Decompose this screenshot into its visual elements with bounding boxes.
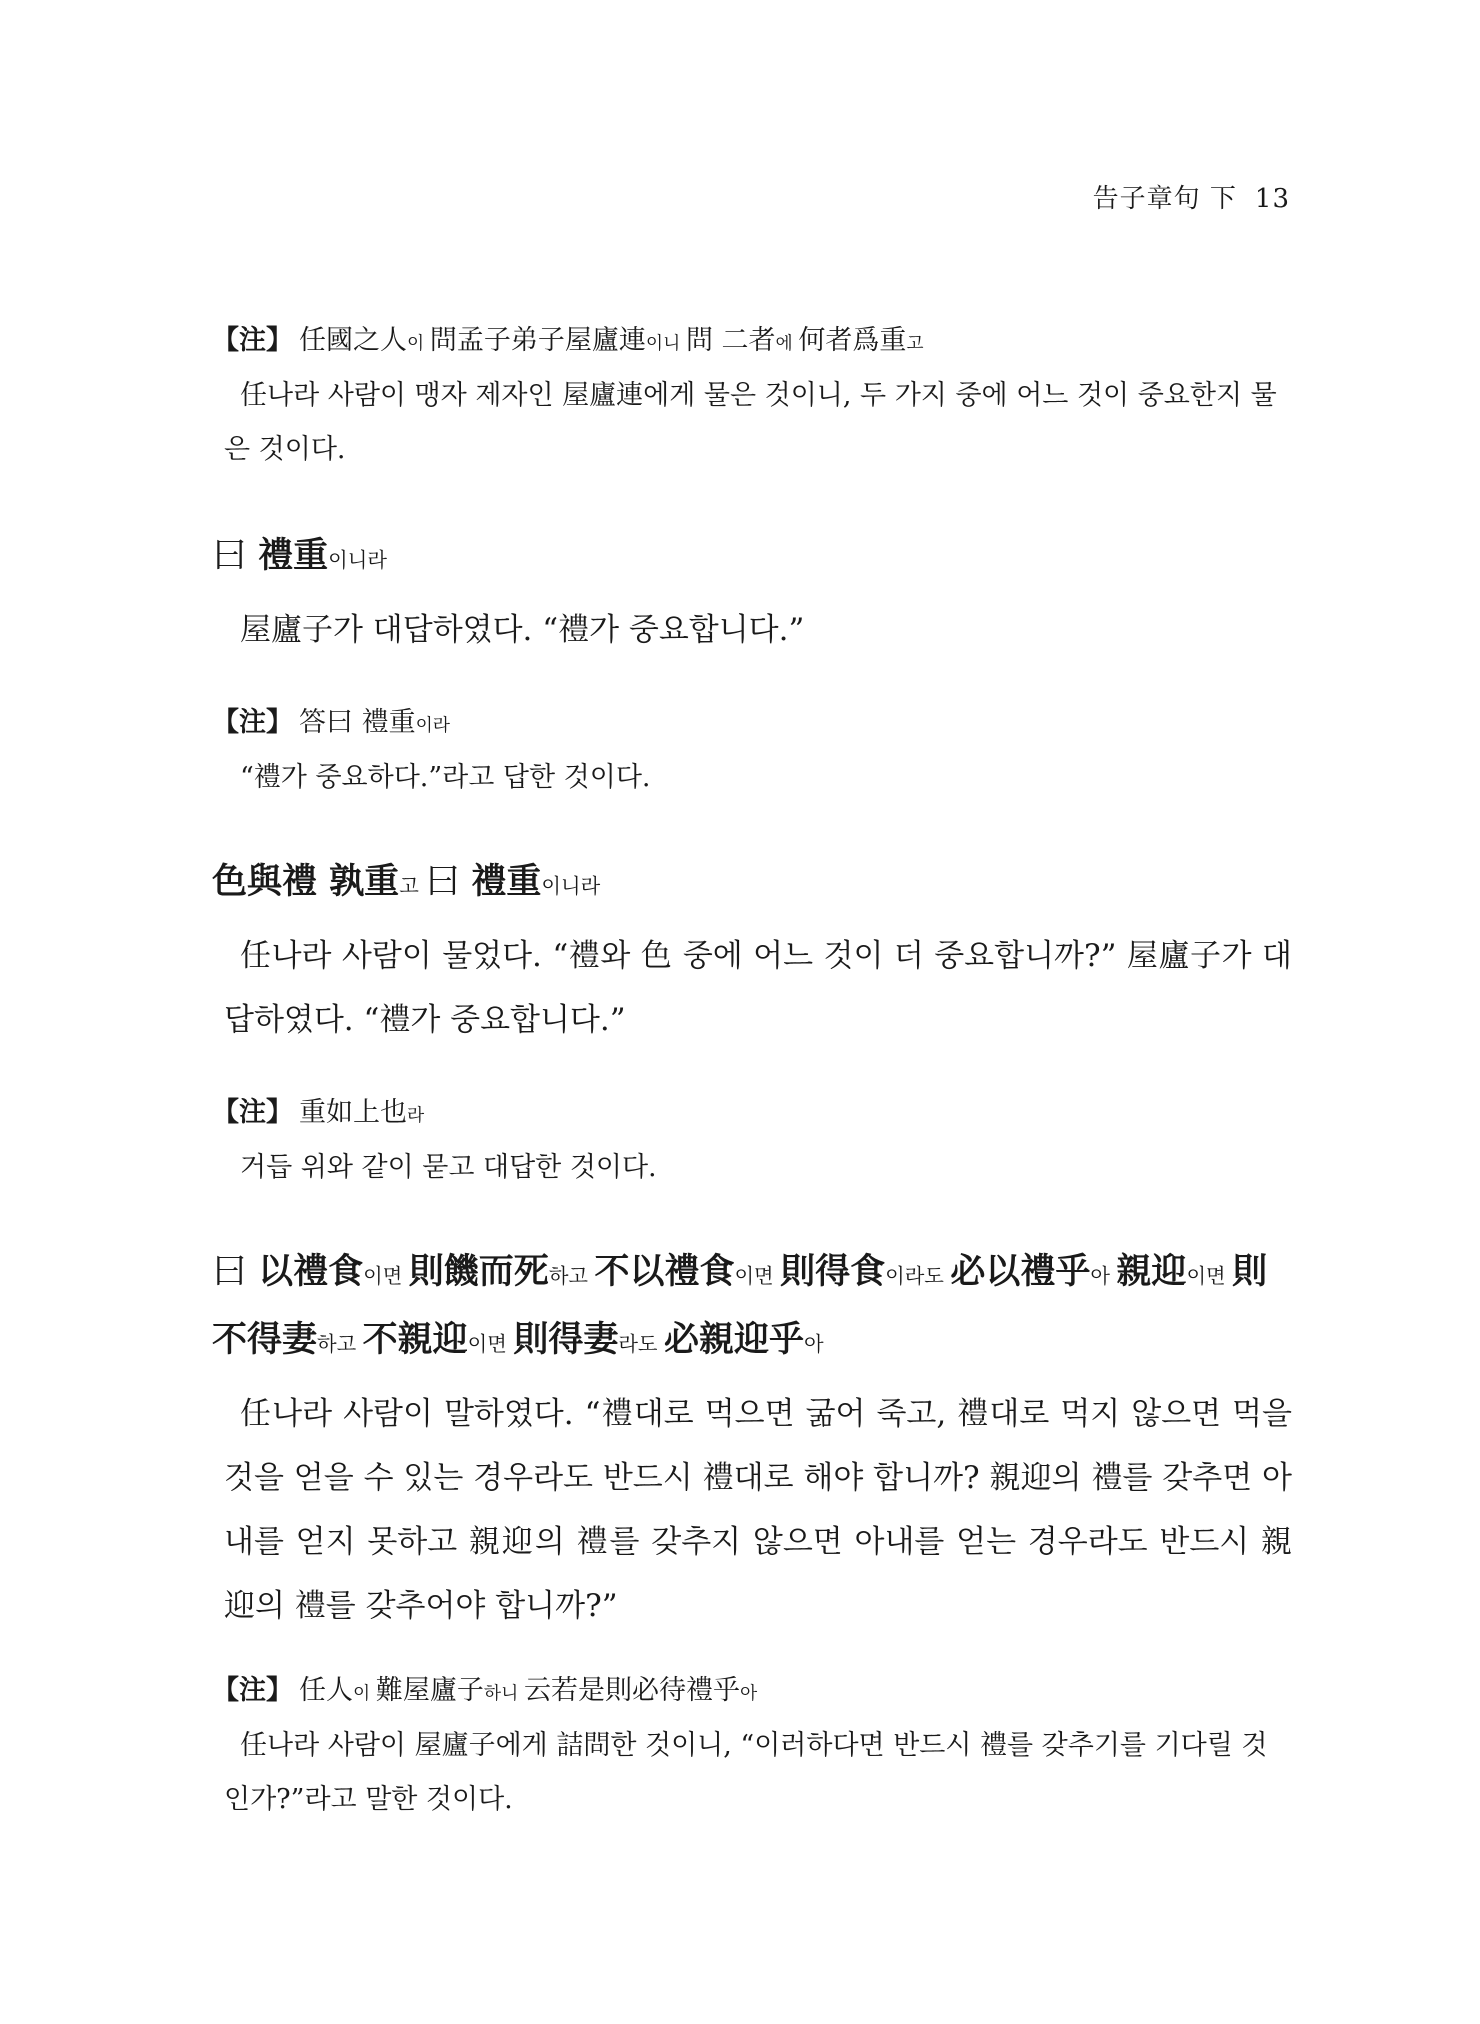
hangul-particle: 에: [775, 333, 799, 354]
commentary-note: [212, 700, 1292, 805]
hangul-particle: 이니라: [541, 874, 601, 898]
hangul-particle: 이면: [467, 1332, 514, 1356]
hanja-text: 云若是則必待禮乎: [523, 1675, 740, 1706]
hangul-particle: 아: [739, 1683, 758, 1704]
note-heading: [212, 700, 1292, 739]
hangul-particle: 라도: [618, 1332, 664, 1356]
note-text: [299, 325, 924, 356]
hanja-text: 色與禮 孰重: [212, 861, 400, 902]
hangul-particle: 하니: [483, 1683, 524, 1704]
note-translation: 거듭 위와 같이 묻고 대답한 것이다.: [240, 1152, 657, 1183]
main-translation: 任나라 사람이 말하였다. “禮대로 먹으면 굶어 죽고, 禮대로 먹지 않으면 먹을 것을 얻을 수 있는 경우라도 반드시 禮대로 해야 합니까? 親迎의 禮를 갖추면 아내를 얻지 못하고 親迎의 禮를 갖추지 않으면 아내를 얻는 경우라도 반드시 親迎의 禮를 갖추어야 합니까?”: [224, 1396, 1292, 1624]
main-translation: 任나라 사람이 물었다. “禮와 色 중에 어느 것이 더 중요합니까?” 屋廬子가 대답하였다. “禮가 중요합니다.”: [224, 938, 1292, 1038]
hanja-text: 任國之人: [299, 325, 407, 356]
hanja-text: 答曰 禮重: [299, 707, 416, 738]
note-text: [299, 1097, 424, 1128]
note-label: 【注】: [212, 1675, 293, 1706]
hanja-text: 則不得妻: [212, 1251, 1268, 1360]
hangul-particle: 하고: [548, 1264, 595, 1288]
note-label: 【注】: [212, 325, 293, 356]
hangul-particle: 이: [353, 1683, 376, 1704]
hanja-text: 曰: [212, 1252, 259, 1292]
original-text-passage: [212, 850, 1292, 1052]
hanja-text: 則得妻: [513, 1319, 619, 1360]
original-text: [212, 524, 1292, 592]
hanja-text: 則饑而死: [408, 1251, 549, 1292]
note-text: [299, 707, 450, 738]
hanja-text: 難屋廬子: [375, 1675, 484, 1706]
note-text: [299, 1675, 757, 1706]
commentary-note: [212, 1668, 1292, 1827]
note-translation: “禮가 중요하다.”라고 답한 것이다.: [240, 762, 651, 793]
hangul-particle: 하고: [317, 1332, 363, 1356]
hanja-text: 以禮食: [258, 1251, 364, 1292]
hangul-particle: 이라: [415, 715, 451, 736]
main-translation: 屋廬子가 대답하였다. “禮가 중요합니다.”: [240, 612, 805, 648]
hangul-particle: 이: [407, 333, 430, 354]
hangul-particle: 이라도: [885, 1264, 951, 1288]
note-heading: [212, 1668, 1292, 1707]
hanja-text: 曰: [212, 536, 259, 576]
hanja-text: 問 二者: [685, 325, 776, 356]
hanja-text: 曰: [425, 862, 472, 902]
hangul-particle: 아: [803, 1332, 824, 1356]
hanja-text: 必親迎乎: [663, 1319, 804, 1360]
hanja-text: 任人: [299, 1675, 353, 1706]
original-text-passage: [212, 524, 1292, 662]
hangul-particle: 라: [407, 1105, 425, 1126]
hangul-particle: 이면: [1186, 1264, 1233, 1288]
hangul-particle: 이니라: [328, 548, 387, 572]
running-title: 告子章句 下: [1092, 184, 1237, 214]
note-label: 【注】: [212, 1097, 293, 1128]
hangul-particle: 이면: [363, 1264, 409, 1288]
note-translation: 任나라 사람이 맹자 제자인 屋廬連에게 물은 것이니, 두 가지 중에 어느 것이 중요한지 물은 것이다.: [224, 380, 1277, 465]
page-number: 13: [1254, 184, 1290, 214]
hangul-particle: 이니: [645, 333, 686, 354]
original-text: [212, 850, 1292, 918]
hangul-particle: 고: [906, 333, 924, 354]
hanja-text: 不以禮食: [594, 1251, 735, 1292]
note-heading: [212, 318, 1292, 357]
hangul-particle: 이면: [734, 1264, 781, 1288]
hanja-text: 親迎: [1116, 1251, 1187, 1292]
commentary-note: [212, 1090, 1292, 1195]
original-text-passage: [212, 1240, 1292, 1638]
hanja-text: 不親迎: [362, 1319, 468, 1360]
hanja-text: 必以禮乎: [950, 1251, 1091, 1292]
hanja-text: 重如上也: [299, 1097, 407, 1128]
note-translation: 任나라 사람이 屋廬子에게 詰問한 것이니, “이러하다면 반드시 禮를 갖추기를 기다릴 것인가?”라고 말한 것이다.: [224, 1730, 1268, 1815]
commentary-note: [212, 318, 1292, 477]
hanja-text: 何者爲重: [798, 325, 907, 356]
hanja-text: 禮重: [258, 535, 329, 576]
note-heading: [212, 1090, 1292, 1129]
original-text: [212, 1240, 1292, 1376]
hanja-text: 則得食: [780, 1251, 886, 1292]
hangul-particle: 아: [1090, 1264, 1117, 1288]
note-label: 【注】: [212, 707, 293, 738]
hangul-particle: 고: [399, 874, 426, 898]
running-header: [1093, 178, 1290, 215]
hanja-text: 禮重: [471, 861, 542, 902]
hanja-text: 問孟子弟子屋廬連: [429, 325, 646, 356]
